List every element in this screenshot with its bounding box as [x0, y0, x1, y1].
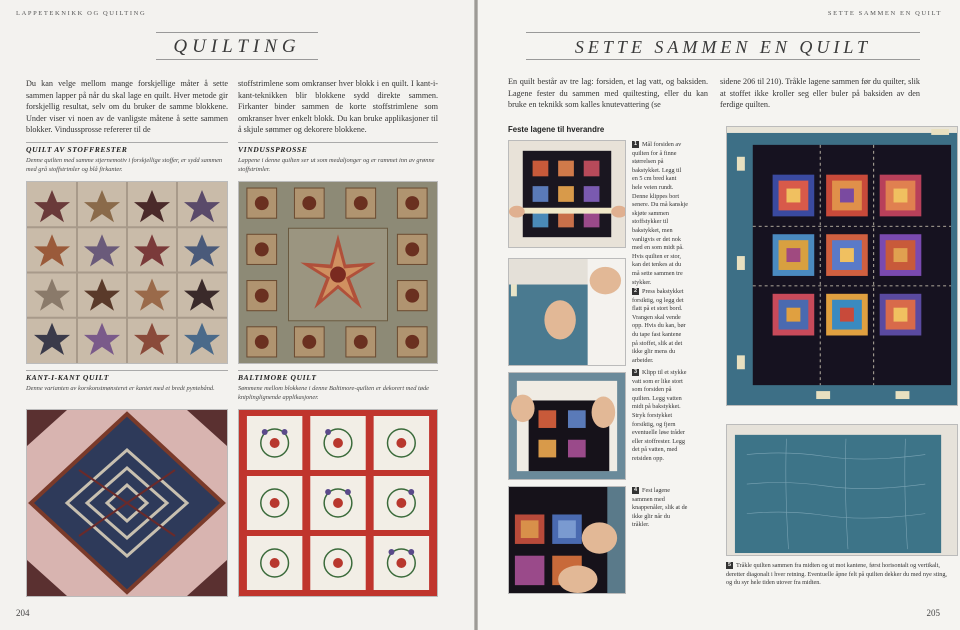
- caption-text-scrap-quilt: Denne quilten med samme stjernemotiv i forskjellige stoffer, er sydd sammen med grå stoffstrimler og blå firkanter.: [26, 157, 223, 174]
- page-number-left: 204: [16, 608, 30, 618]
- divider: [238, 370, 438, 371]
- step2-photo: [508, 258, 626, 366]
- running-head-left: LAPPETEKNIKK OG QUILTING: [16, 10, 147, 17]
- caption-text-edge-to-edge: Denne varianten av korskonstmønsteret er kantet med et bredt pyntebånd.: [26, 385, 215, 392]
- divider: [26, 142, 228, 143]
- caption-title-scrap-quilt: QUILT AV STOFFRESTER: [26, 145, 128, 154]
- caption-title-sashing: VINDUSSPROSSE: [238, 145, 308, 154]
- baltimore-quilt-photo: [238, 409, 438, 597]
- step2-text: 2 Press bakstykket forsiktig, og legg det flatt på et stort bord. Vrangen skal vende opp. Hvis du kan, bør du tape fast kantene på stoffet, slik at det ikke glir mens du arbeider.: [632, 288, 686, 364]
- step4-text: 4 Fest lagene sammen med knappenåler, slik at de ikke glir når du tråkler.: [632, 487, 688, 529]
- caption-text-baltimore: Sømmene mellom blokkene i denne Baltimore-quilten er dekorert med tøde kniplinglignende applikasjoner.: [238, 385, 430, 402]
- section-subheading: Feste lagene til hverandre: [508, 125, 605, 134]
- caption-text-sashing: Lappene i denne quilten ser ut som medaljonger og er rammet inn av grønne stoffstrimler.: [238, 157, 435, 174]
- intro-text-col1: Du kan velge mellom mange forskjellige måter å sette sammen lapper på når du skal lage en quilt. Hver metode gir forskjellig resultat, selv om du bruker de samme blokkene. Under viser vi noen av de vanligste måtene å sette sammen blokker. Vindussprosse refererer til de: [26, 79, 228, 135]
- divider: [26, 370, 228, 371]
- large-quilt-photo: [726, 126, 958, 406]
- page-title-left: QUILTING: [156, 32, 318, 60]
- caption-title-edge-to-edge: KANT-I-KANT QUILT: [26, 373, 109, 382]
- step1-photo: [508, 140, 626, 248]
- step5-text: 5 Tråkle quilten sammen fra midten og ut mot kantene, først horisontalt og vertikalt, deretter diagonalt i hver retning. Eventuelle åpne felt på quilten dekker du med nye sting, og du syr hele tiden utover fra midten.: [726, 562, 947, 587]
- caption-title-baltimore: BALTIMORE QUILT: [238, 373, 317, 382]
- edge-to-edge-quilt-photo: [26, 409, 228, 597]
- intro-text-col2: stoffstrimlene som omkranser hver blokk i en quilt. I kant-i-kant-teknikken blir blokkene sydd direkte sammen. Firkanter binder sammen de korte stoffstrimlene som omkranser hver enkelt blokk. Du kan bruke applikasjoner til å skjule sømmer og dekorere blokkene.: [238, 79, 438, 135]
- page-title-right: SETTE SAMMEN EN QUILT: [526, 32, 920, 60]
- step1-text: 1 Mål forsiden av quilten for å finne størrelsen på bakstykket. Legg til en 5 cm bred kant hele veien rundt. Denne klippes bort senere. Du må kanskje skjøte sammen stoffstykker til bakstykket, men vanligvis er det nok med en som midt på. Hvis quilten er stor, kan det tenkes at du må sette sammen tre stykker.: [632, 141, 689, 286]
- right-page: [478, 0, 960, 630]
- medallion-quilt-photo: [238, 181, 438, 364]
- page-number-right: 205: [926, 608, 940, 618]
- left-page: [0, 0, 474, 630]
- star-quilt-photo: [26, 181, 228, 364]
- basted-quilt-photo: [726, 424, 958, 556]
- intro-text-col1: En quilt består av tre lag: forsiden, et lag vatt, og baksiden. Lagene fester du sammen med quiltesting, eller du kan bruke en teknikk som kalles knutevattering (se: [508, 77, 708, 110]
- step4-photo: [508, 486, 626, 594]
- step3-text: 3 Klipp til et stykke vatt som er like stort som forsiden på quilten. Legg vatten midt på bakstykket. Stryk forstykket forsiktig, og fjern eventuelle løse tråder eller stoffrester. Legg det på vatten, med retsiden opp.: [632, 369, 687, 462]
- intro-text-col2: sidene 206 til 210). Tråkle lagene sammen før du quilter, slik at stoffet ikke kroller seg eller buler på baksiden av den ferdige quilten.: [720, 77, 920, 110]
- running-head-right: SETTE SAMMEN EN QUILT: [827, 10, 942, 17]
- divider: [238, 142, 438, 143]
- step3-photo: [508, 372, 626, 480]
